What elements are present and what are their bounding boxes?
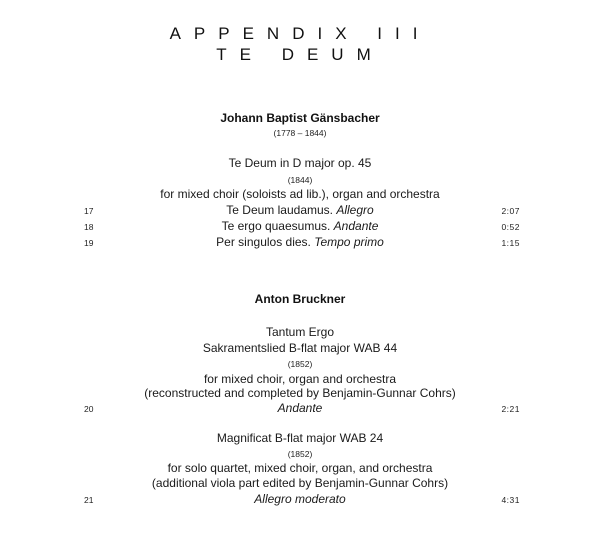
track-duration: 2:21	[501, 404, 520, 414]
composer-name: Johann Baptist Gänsbacher	[220, 111, 380, 125]
work-title: Magnificat B-flat major WAB 24	[216, 431, 384, 445]
track-tempo: Andante	[333, 219, 379, 233]
work-title: Tantum Ergo	[265, 325, 335, 339]
track-number: 17	[84, 206, 94, 216]
track-text: Te ergo quaesumus.	[221, 219, 334, 233]
work-note: (additional viola part edited by Benjamin-Gunnar Cohrs)	[151, 476, 449, 490]
work-title: Te Deum in D major op. 45	[228, 156, 372, 170]
work-scoring: for mixed choir (soloists ad lib.), organ and orchestra	[160, 187, 440, 201]
composer-name: Anton Bruckner	[254, 292, 346, 306]
track-duration: 0:52	[501, 222, 520, 232]
appendix-heading: APPENDIX III	[169, 24, 431, 43]
work-subtitle: Sakramentslied B-flat major WAB 44	[202, 341, 398, 355]
work-scoring: for solo quartet, mixed choir, organ, and orchestra	[167, 461, 433, 475]
track-tempo: Tempo primo	[314, 235, 384, 249]
work-year: (1852)	[287, 449, 313, 459]
track-number: 19	[84, 238, 94, 248]
track-text: Te Deum laudamus.	[226, 203, 337, 217]
composer-dates: (1778 – 1844)	[273, 128, 327, 138]
track-number: 20	[84, 404, 94, 414]
appendix-subheading: TE DEUM	[216, 45, 384, 64]
work-note: (reconstructed and completed by Benjamin-Gunnar Cohrs)	[144, 386, 456, 400]
work-year: (1852)	[287, 359, 313, 369]
track-number: 21	[84, 495, 94, 505]
track-text: Per singulos dies.	[216, 235, 315, 249]
track-duration: 2:07	[501, 206, 520, 216]
track-tempo: Andante	[277, 401, 323, 415]
work-year: (1844)	[287, 175, 313, 185]
track-duration: 4:31	[501, 495, 520, 505]
track-tempo: Allegro	[336, 203, 374, 217]
track-number: 18	[84, 222, 94, 232]
track-duration: 1:15	[501, 238, 520, 248]
work-scoring: for mixed choir, organ and orchestra	[203, 372, 397, 386]
track-tempo: Allegro moderato	[254, 492, 346, 506]
